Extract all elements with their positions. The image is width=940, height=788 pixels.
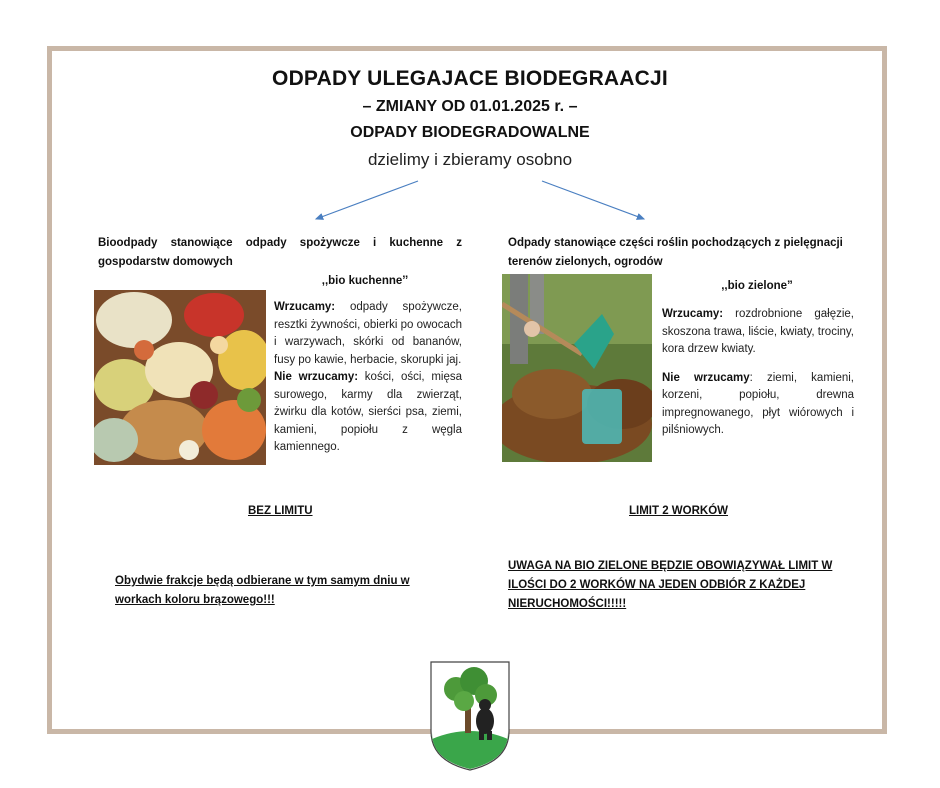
right-note: UWAGA NA BIO ZIELONE BĘDZIE OBOWIĄZYWAŁ LIMIT W ILOŚCI DO 2 WORKÓW NA JEDEN ODBIÓR Z KAŻDEJ NIERUCHOMOŚCI!!!!! [508,560,833,610]
left-nothrow-label: Nie wrzucamy: [274,371,359,383]
left-description [274,299,462,457]
page-title: ODPADY ULEGAJACE BIODEGRAACJI [272,67,668,90]
tagline: dzielimy i zbieramy osobno [367,150,573,169]
left-note: Obydwie frakcje będą odbierane w tym samym dniu w workach koloru brązowego!!! [115,575,410,606]
right-nothrow-text: : ziemi, kamieni, korzeni, popiołu, drewna impregnowanego, płyt wiórowych i pilśniowych. [662,371,854,436]
food-waste-image [94,290,266,465]
split-arrows-icon [300,175,660,230]
bio-kuchenne-label: ,,bio kuchenne’’ [321,275,409,287]
left-throw-text: odpady spożywcze, resztki żywności, obierki po owocach i warzywach, skórki od bananów, fusy po kawie, herbacie, skorupki jaj. [274,301,462,366]
bio-zielone-label: ,,bio zielone” [721,280,793,292]
right-nothrow-label: Nie wrzucamy [662,371,750,384]
right-throw-label: Wrzucamy: [662,308,724,320]
left-nothrow-text: kości, ości, mięsa surowego, karmy dla zwierząt, żwirku dla kotów, sierści psa, ziemi, kamieni, popiołu z węgla kamiennego. [274,371,462,453]
right-limit: LIMIT 2 WORKÓW [629,505,729,517]
page-subtitle: – ZMIANY OD 01.01.2025 r. – [362,98,578,115]
coat-of-arms-icon [430,661,510,771]
right-description [662,306,854,440]
garden-waste-image [502,274,652,462]
section-heading: ODPADY BIODEGRADOWALNE [350,124,590,141]
left-limit: BEZ LIMITU [248,505,313,517]
left-column-header: Bioodpady stanowiące odpady spożywcze i kuchenne z gospodarstw domowych [98,237,462,268]
left-throw-label: Wrzucamy: [274,301,336,313]
right-column-header: Odpady stanowiące części roślin pochodzących z pielęgnacji terenów zielonych, ogrodów [508,237,843,268]
right-throw-text: rozdrobnione gałęzie, skoszona trawa, liście, kwiaty, trociny, kora drzew kwiaty. [662,308,854,355]
